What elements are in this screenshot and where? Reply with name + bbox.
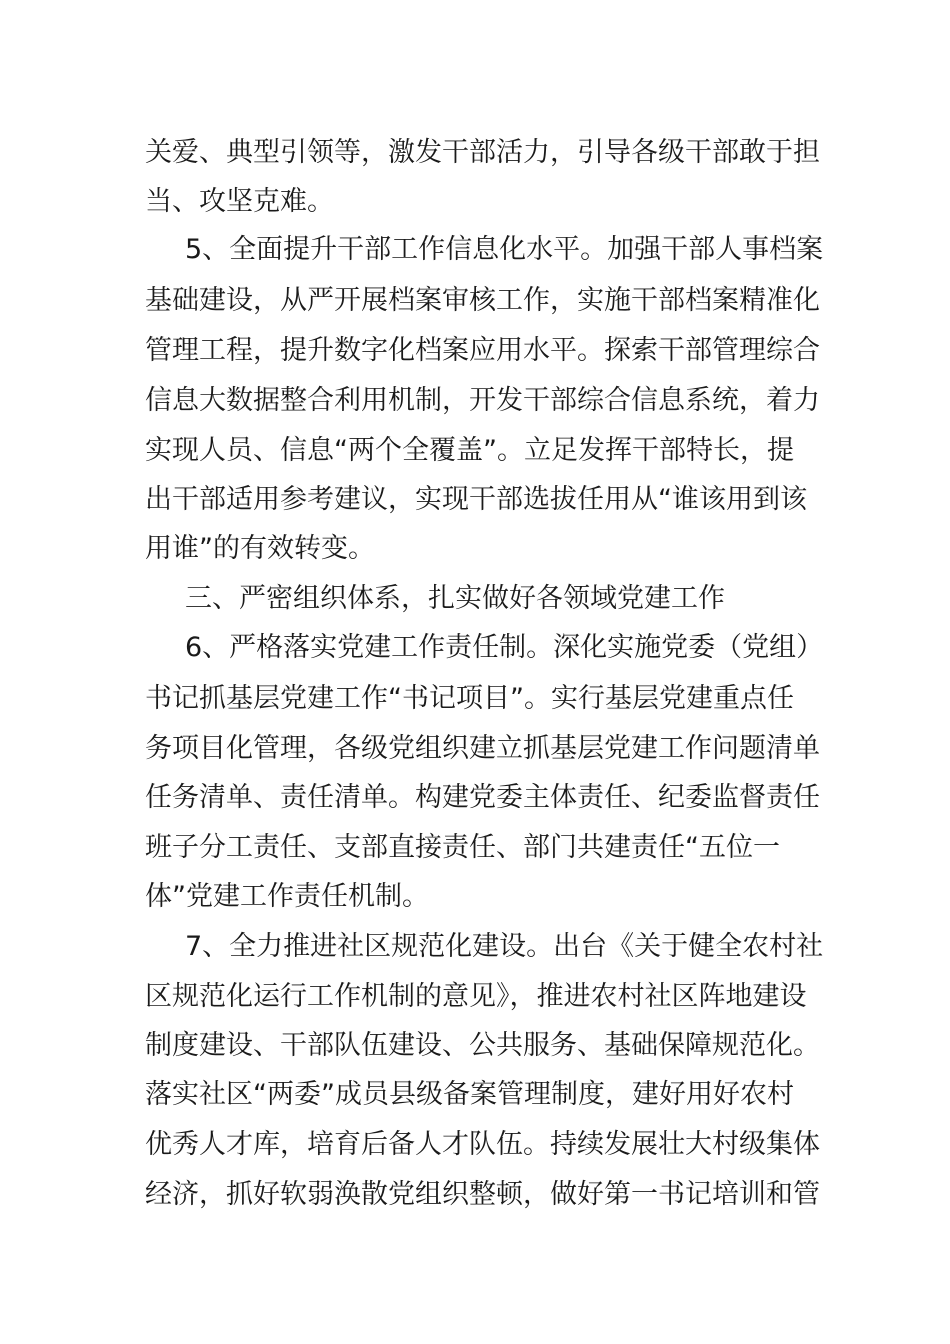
paragraph-5-first-line: 5、全面提升干部工作信息化水平。加强干部人事档案 bbox=[185, 234, 824, 265]
text-line: 经济，抓好软弱涣散党组织整顿，做好第一书记培训和管 bbox=[145, 1179, 820, 1210]
text-line: 管理工程，提升数字化档案应用水平。探索干部管理综合 bbox=[145, 335, 820, 366]
text-line: 任务清单、责任清单。构建党委主体责任、纪委监督责任 bbox=[145, 782, 820, 813]
text-line: 落实社区“两委”成员县级备案管理制度，建好用好农村 bbox=[145, 1079, 794, 1110]
text-line: 用谁”的有效转变。 bbox=[145, 533, 375, 564]
text-line: 出干部适用参考建议，实现干部选拔任用从“谁该用到该 bbox=[145, 484, 807, 515]
text-line: 优秀人才库，培育后备人才队伍。持续发展壮大村级集体 bbox=[145, 1129, 820, 1160]
text-line: 信息大数据整合利用机制，开发干部综合信息系统，着力 bbox=[145, 385, 820, 416]
text-line: 制度建设、干部队伍建设、公共服务、基础保障规范化。 bbox=[145, 1030, 820, 1061]
text-line: 班子分工责任、支部直接责任、部门共建责任“五位一 bbox=[145, 832, 780, 863]
text-line: 当、攻坚克难。 bbox=[145, 186, 334, 217]
text-line: 基础建设，从严开展档案审核工作，实施干部档案精准化 bbox=[145, 285, 820, 316]
text-line: 体”党建工作责任机制。 bbox=[145, 881, 429, 912]
text-line: 实现人员、信息“两个全覆盖”。立足发挥干部特长，提 bbox=[145, 435, 794, 466]
text-line: 关爱、典型引领等，激发干部活力，引导各级干部敢于担 bbox=[145, 137, 820, 168]
text-line: 务项目化管理，各级党组织建立抓基层党建工作问题清单 bbox=[145, 733, 820, 764]
paragraph-6-first-line: 6、严格落实党建工作责任制。深化实施党委（党组） bbox=[185, 632, 824, 663]
text-line: 区规范化运行工作机制的意见》，推进农村社区阵地建设 bbox=[145, 981, 807, 1012]
section-heading: 三、严密组织体系，扎实做好各领域党建工作 bbox=[185, 583, 725, 614]
paragraph-7-first-line: 7、全力推进社区规范化建设。出台《关于健全农村社 bbox=[185, 931, 824, 962]
text-line: 书记抓基层党建工作“书记项目”。实行基层党建重点任 bbox=[145, 683, 794, 714]
